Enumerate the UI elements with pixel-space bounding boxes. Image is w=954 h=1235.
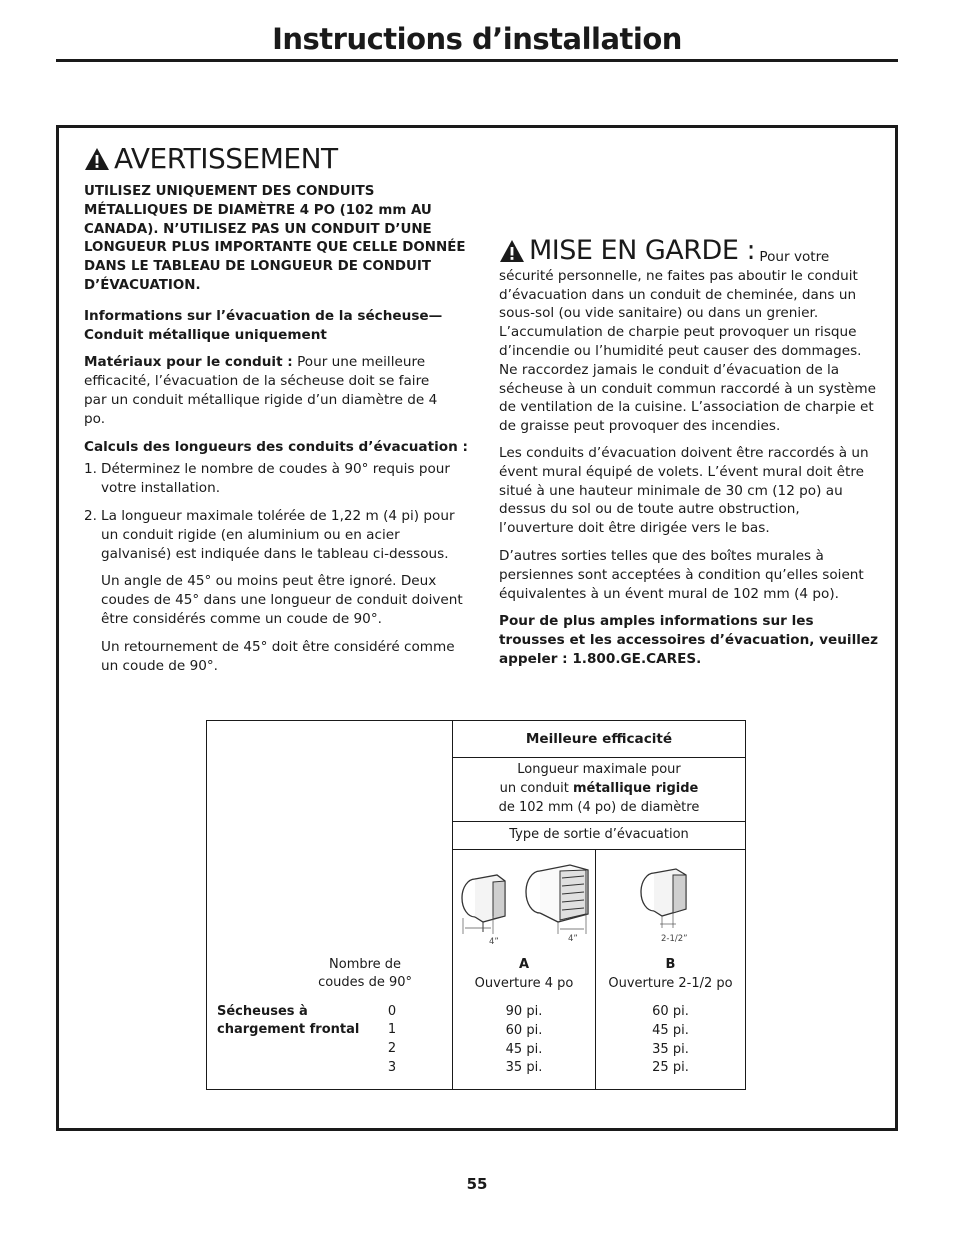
row-label-front-load	[217, 1003, 359, 1041]
maxlen-line2-bold: métallique rigide	[572, 781, 699, 797]
table-efficiency-header: Meilleure efficacité	[453, 721, 746, 758]
dim-label-b: 2-1/2”	[661, 934, 688, 944]
calc-heading: Calculs des longueurs des conduits d’évacuation :	[84, 438, 468, 455]
warning-triangle-icon	[499, 239, 525, 263]
list-item-number: 1.	[84, 461, 97, 478]
wall-vent-paragraph: Les conduits d’évacuation doivent être raccordés à un évent mural équipé de volets. L’évent mural doit être situé à une hauteur minimale de 30 cm (12 po) au dessus du sol ou de toute autre obstruction, l’ouverture doit être dirigée vers le bas.	[499, 444, 869, 537]
table-column-a	[453, 850, 596, 1090]
note-45-degree: Un angle de 45° ou moins peut être ignoré. Deux coudes de 45° dans une longueur de conduit doivent être considérés comme un coude de 90°.	[101, 573, 463, 627]
column-b-header	[596, 956, 745, 994]
list-item	[84, 460, 468, 498]
calc-list	[84, 460, 468, 563]
page-title: Instructions d’installation	[272, 22, 682, 56]
table-cell: 60 pi.	[652, 1004, 689, 1019]
list-item-number: 2.	[84, 507, 97, 524]
maxlen-line3: de 102 mm (4 po) de diamètre	[498, 799, 700, 815]
maxlen-line2-pre: un conduit	[499, 781, 573, 797]
page-number: 55	[466, 1175, 488, 1193]
table-cell: 45 pi.	[505, 1041, 543, 1057]
column-a-letter: A	[518, 957, 530, 972]
vent-length-table	[206, 720, 746, 1090]
warning-heading	[84, 142, 338, 175]
column-b-values	[596, 1003, 745, 1078]
elbow-count: 3	[387, 1059, 397, 1075]
elbows-header-line1: Nombre de	[329, 956, 402, 972]
table-cell: 90 pi.	[505, 1004, 543, 1019]
elbows-header	[318, 956, 412, 994]
table-maxlen-header	[453, 758, 746, 822]
dim-label-a1: 4”	[489, 937, 499, 947]
list-item-text: La longueur maximale tolérée de 1,22 m (4 pi) pour un conduit rigide (en aluminium ou en acier galvanisé) est indiquée dans le tableau ci-dessous.	[101, 507, 455, 562]
elbow-count-list	[387, 1003, 397, 1078]
caution-lead-text: Pour votre sécurité personnelle, ne faites pas aboutir le conduit d’évacuation dans un conduit de cheminée, dans un sous-sol (ou vide sanitaire) ou dans un grenier. L’accumulation de charpie peut provoquer un risque d’incendie ou l’humidité peut causer des dommages. Ne raccordez jamais le conduit d’évacuation de la sécheuse à un conduit commun raccordé à un système de ventilation de la cuisine. L’association de charpie et de graisse peut provoquer des incendies.	[499, 249, 876, 435]
elbow-count: 1	[387, 1022, 397, 1038]
contact-paragraph: Pour de plus amples informations sur les trousses et les accessoires d’évacuation, veuillez appeler : 1.800.GE.CARES.	[499, 613, 879, 667]
caution-paragraph	[499, 234, 883, 436]
table-cell: 35 pi.	[505, 1060, 543, 1076]
list-item-text: Déterminez le nombre de coudes à 90° requis pour votre installation.	[101, 461, 450, 497]
info-heading: Informations sur l’évacuation de la sécheuse—Conduit métallique uniquement	[84, 307, 443, 343]
warning-column	[84, 183, 468, 684]
warning-caps-text: UTILISEZ UNIQUEMENT DES CONDUITS MÉTALLIQUES DE DIAMÈTRE 4 PO (102 mm AU CANADA). N’UTILISEZ PAS UN CONDUIT D’UNE LONGUEUR PLUS IMPORTANTE QUE CELLE DONNÉE DANS LE TABLEAU DE LONGUEUR DE CONDUIT D’ÉVACUATION.	[84, 184, 466, 293]
materials-text: Pour une meilleure efficacité, l’évacuation de la sécheuse doit se faire par un conduit métallique rigide d’un diamètre de 4 po.	[84, 354, 438, 427]
table-exit-type-header: Type de sortie d’évacuation	[453, 822, 746, 850]
materials-label: Matériaux pour le conduit :	[84, 354, 293, 371]
elbow-count: 2	[387, 1041, 397, 1057]
warning-triangle-icon	[84, 147, 110, 171]
table-cell: 25 pi.	[652, 1060, 689, 1076]
table-cell: 45 pi.	[652, 1022, 689, 1038]
note-reversal: Un retournement de 45° doit être considéré comme un coude de 90°.	[101, 638, 455, 674]
title-divider	[56, 59, 898, 62]
table-cell: 60 pi.	[505, 1022, 543, 1038]
maxlen-line1: Longueur maximale pour	[517, 762, 681, 778]
dim-label-a2: 4”	[568, 934, 578, 944]
row-label-line2: chargement frontal	[217, 1022, 360, 1038]
table-row-label-cell	[207, 850, 453, 1090]
row-label-line1: Sécheuses à	[217, 1003, 308, 1019]
table-column-b	[596, 850, 746, 1090]
caution-heading	[499, 234, 756, 266]
materials-paragraph	[84, 353, 454, 428]
warning-heading-text: AVERTISSEMENT	[114, 142, 338, 175]
column-a-header	[453, 956, 595, 994]
column-a-values	[453, 1003, 595, 1078]
table-blank-cell	[207, 721, 453, 850]
caution-heading-text: MISE EN GARDE :	[529, 234, 756, 266]
column-a-label: Ouverture 4 po	[474, 975, 574, 991]
elbows-header-line2: coudes de 90°	[318, 975, 412, 991]
table-cell: 35 pi.	[652, 1041, 689, 1057]
column-b-label: Ouverture 2-1/2 po	[608, 975, 733, 991]
column-b-letter: B	[665, 957, 676, 972]
elbow-count: 0	[387, 1003, 397, 1019]
caution-column	[499, 234, 883, 678]
maxlen-line2	[453, 780, 745, 799]
louvered-paragraph: D’autres sorties telles que des boîtes murales à persiennes sont acceptées à condition qu’elles soient équivalentes à un évent mural de 102 mm (4 po).	[499, 547, 864, 602]
list-item	[84, 507, 468, 563]
